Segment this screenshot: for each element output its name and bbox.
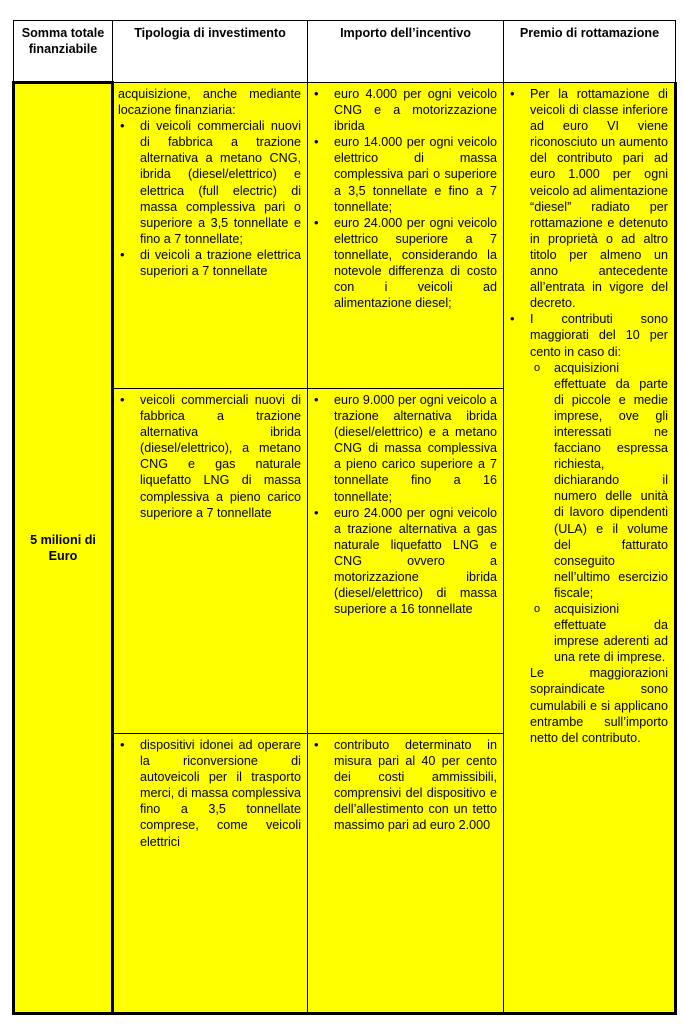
importo-list (312, 86, 497, 311)
header-somma-totale: Somma totale finanziabile (14, 21, 113, 83)
total-amount: 5 milioni di Euro (30, 532, 96, 563)
list-item: • euro 4.000 per ogni veicolo CNG e a motorizzazione ibrida (312, 86, 497, 134)
header-premio: Premio di rottamazione (504, 21, 676, 83)
tipologia-list (118, 392, 301, 521)
tipologia-cell (113, 734, 308, 1014)
total-amount-cell (14, 83, 113, 1014)
header-tipologia: Tipologia di investimento (113, 21, 308, 83)
list-item: • di veicoli commerciali nuovi di fabbrica a trazione alternativa a metano CNG, ibrida (diesel/elettrico) e elettrica (full electric) di massa complessiva pari o superiore a 3,5 tonnellate e fino a 7 tonnellate; (118, 118, 301, 247)
tipologia-list (118, 737, 301, 850)
premio-cell (504, 83, 676, 1014)
list-item: • veicoli commerciali nuovi di fabbrica a trazione alternativa ibrida (diesel/elettrico), a metano CNG e gas naturale liquefatto LNG di massa complessiva a pieno carico superiore a 7 tonnellate (118, 392, 301, 521)
list-item: • euro 14.000 per ogni veicolo elettrico di massa complessiva pari o superiore a 3,5 tonnellate e fino a 7 tonnellate; (312, 134, 497, 214)
header-row (14, 21, 676, 83)
importo-cell (308, 83, 504, 389)
tipologia-cell (113, 389, 308, 734)
header-importo: Importo dell’incentivo (308, 21, 504, 83)
tipologia-list (118, 118, 301, 279)
list-item: • euro 9.000 per ogni veicolo a trazione alternativa ibrida (diesel/elettrico) e a metano CNG di massa complessiva a pieno carico superiore a 7 tonnellate fino a 16 tonnellate; (312, 392, 497, 505)
list-item: • euro 24.000 per ogni veicolo a trazione alternativa a gas naturale liquefatto LNG e CNG ovvero a motorizzazione ibrida (diesel/elettrico) di massa superiore a 16 tonnellate (312, 505, 497, 618)
tipologia-intro: acquisizione, anche mediante locazione finanziaria: (118, 87, 301, 118)
premio-closing: Le maggiorazioni sopraindicate sono cumulabili e si applicano entrambe sull’importo netto del contributo. (530, 666, 668, 745)
list-item: • dispositivi idonei ad operare la riconversione di autoveicoli per il trasporto merci, di massa complessiva fino a 3,5 tonnellate comprese, come veicoli elettrici (118, 737, 301, 850)
premio-list (508, 86, 668, 360)
premio-sublist (508, 360, 668, 666)
list-item: • Per la rottamazione di veicoli di classe inferiore ad euro VI viene riconosciuto un aumento del contributo pari ad euro 1.000 per ogni veicolo ad alimentazione “diesel” radiato per rottamazione e detenuto in proprietà o ad altro titolo per almeno un anno antecedente all’entrata in vigore del decreto. (508, 86, 668, 311)
importo-list (312, 392, 497, 617)
incentives-table (12, 20, 677, 1015)
tipologia-cell (113, 83, 308, 389)
list-item: • di veicoli a trazione elettrica superiori a 7 tonnellate (118, 247, 301, 279)
sub-list-item: o acquisizioni effettuate da parte di piccole e medie imprese, ove gli interessati ne facciano espressa richiesta, dichiarando il numero delle unità di lavoro dipendenti (ULA) e il volume del fatturato conseguito nell’ultimo esercizio fiscale; (508, 360, 668, 601)
list-item: • euro 24.000 per ogni veicolo elettrico superiore a 7 tonnellate, considerando la notevole differenza di costo con i veicoli ad alimentazione diesel; (312, 215, 497, 312)
importo-list (312, 737, 497, 834)
list-item (508, 311, 668, 359)
list-item: • contributo determinato in misura pari al 40 per cento dei costi ammissibili, comprensivi del dispositivo e dell’allestimento con un tetto massimo pari ad euro 2.000 (312, 737, 497, 834)
table-row (14, 83, 676, 389)
premio-item2-text: I contributi sono maggiorati del 10 per cento in caso di: (530, 312, 668, 359)
importo-cell (308, 389, 504, 734)
sub-list-item: o acquisizioni effettuate da imprese aderenti ad una rete di imprese. (508, 601, 668, 665)
importo-cell (308, 734, 504, 1014)
